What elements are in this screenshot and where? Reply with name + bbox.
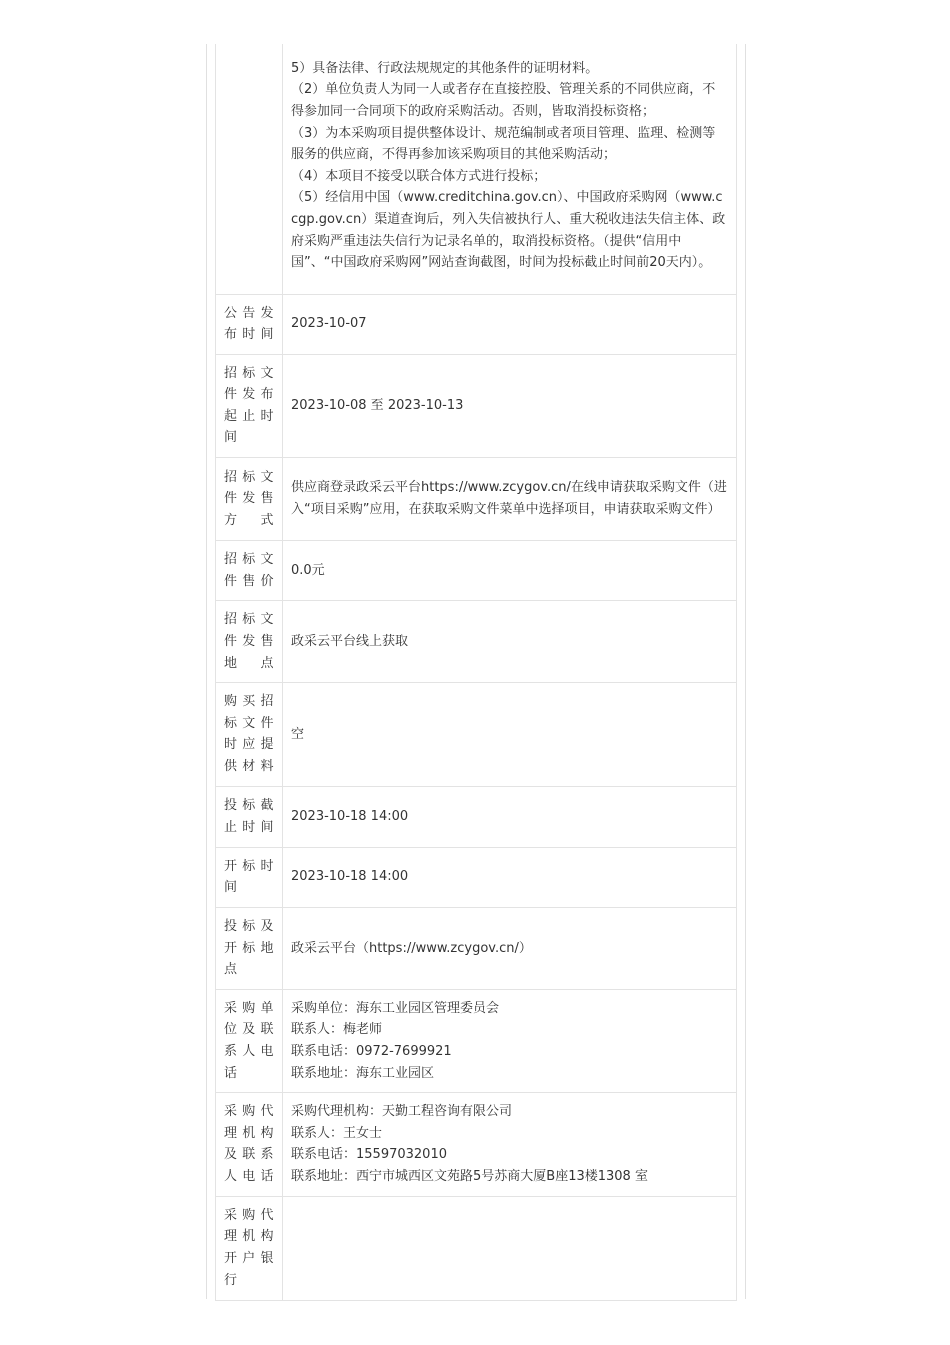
table-row-sale-method [216,458,737,541]
row-value: 供应商登录政采云平台https://www.zcygov.cn/在线申请获取采购文件（进入“项目采购”应用，在获取采购文件菜单中选择项目，申请获取采购文件） [283,458,737,541]
table-row-sale-place [216,601,737,683]
row-label: 投标及开标地点 [216,907,283,989]
qualification-text [283,44,737,294]
row-label: 招标文件发售方式 [216,458,283,541]
row-value [283,1196,737,1300]
row-label-empty [216,44,283,294]
contact-line: 联系地址：西宁市城西区文苑路5号苏商大厦B座13楼1308 室 [291,1168,648,1184]
row-label: 购买招标文件时应提供材料 [216,683,283,786]
row-value [283,989,737,1092]
contact-line: 采购代理机构：天勤工程咨询有限公司 [291,1104,513,1120]
row-value: 0.0元 [283,541,737,601]
contact-line: 联系电话：0972-7699921 [291,1044,452,1059]
qualification-line: 5）具备法律、行政法规规定的其他条件的证明材料。 [291,60,599,76]
table-row-opening-time [216,847,737,907]
table-row-agency [216,1093,737,1196]
qualification-line: （5）经信用中国（www.creditchina.gov.cn）、中国政府采购网（www.ccgp.gov.cn）渠道查询后，列入失信被执行人、重大税收违法失信主体、政府采购严重违法失信行为记录名单的，取消投标资格。（提供“信用中国”、“中国政府采购网”网站查询截图，时间为投标截止时间前20天内）。 [291,190,726,271]
row-label: 招标文件发售地点 [216,601,283,683]
contact-line: 联系人：王女士 [291,1125,383,1141]
row-label: 招标文件发布起止时间 [216,354,283,457]
row-label: 采购单位及联系人电话 [216,989,283,1092]
row-value: 空 [283,683,737,786]
row-value: 政采云平台线上获取 [283,601,737,683]
row-value: 政采云平台（https://www.zcygov.cn/） [283,907,737,989]
row-label: 开标时间 [216,847,283,907]
announcement-table [215,44,737,1301]
table-row-opening-place [216,907,737,989]
table-row-bid-deadline [216,786,737,847]
page-border-right [745,44,746,1299]
contact-line: 联系人：梅老师 [291,1022,383,1038]
contact-line: 联系电话：15597032010 [291,1147,447,1163]
row-value: 2023-10-18 14:00 [283,847,737,907]
table-row-publish-time [216,294,737,354]
row-value: 2023-10-08 至 2023-10-13 [283,354,737,457]
contact-line: 采购单位：海东工业园区管理委员会 [291,1000,500,1016]
row-label: 投标截止时间 [216,786,283,847]
qualification-line: （2）单位负责人为同一人或者存在直接控股、管理关系的不同供应商，不得参加同一合同项下的政府采购活动。否则，皆取消投标资格； [291,82,716,119]
page-border-left [206,44,207,1299]
table-row-qualification [216,44,737,294]
table-row-materials [216,683,737,786]
row-value: 2023-10-07 [283,294,737,354]
row-label: 采购代理机构及联系人电话 [216,1093,283,1196]
table-row-doc-period [216,354,737,457]
table-row-agency-bank [216,1196,737,1300]
row-value [283,1093,737,1196]
row-label: 公告发布时间 [216,294,283,354]
row-label: 采购代理机构开户银行 [216,1196,283,1300]
table-row-purchaser [216,989,737,1092]
qualification-line: （3）为本采购项目提供整体设计、规范编制或者项目管理、监理、检测等服务的供应商，不得再参加该采购项目的其他采购活动； [291,125,716,163]
row-label: 招标文件售价 [216,541,283,601]
contact-line: 联系地址：海东工业园区 [291,1065,435,1081]
qualification-line: （4）本项目不接受以联合体方式进行投标； [291,168,547,184]
row-value: 2023-10-18 14:00 [283,786,737,847]
table-row-price [216,541,737,601]
